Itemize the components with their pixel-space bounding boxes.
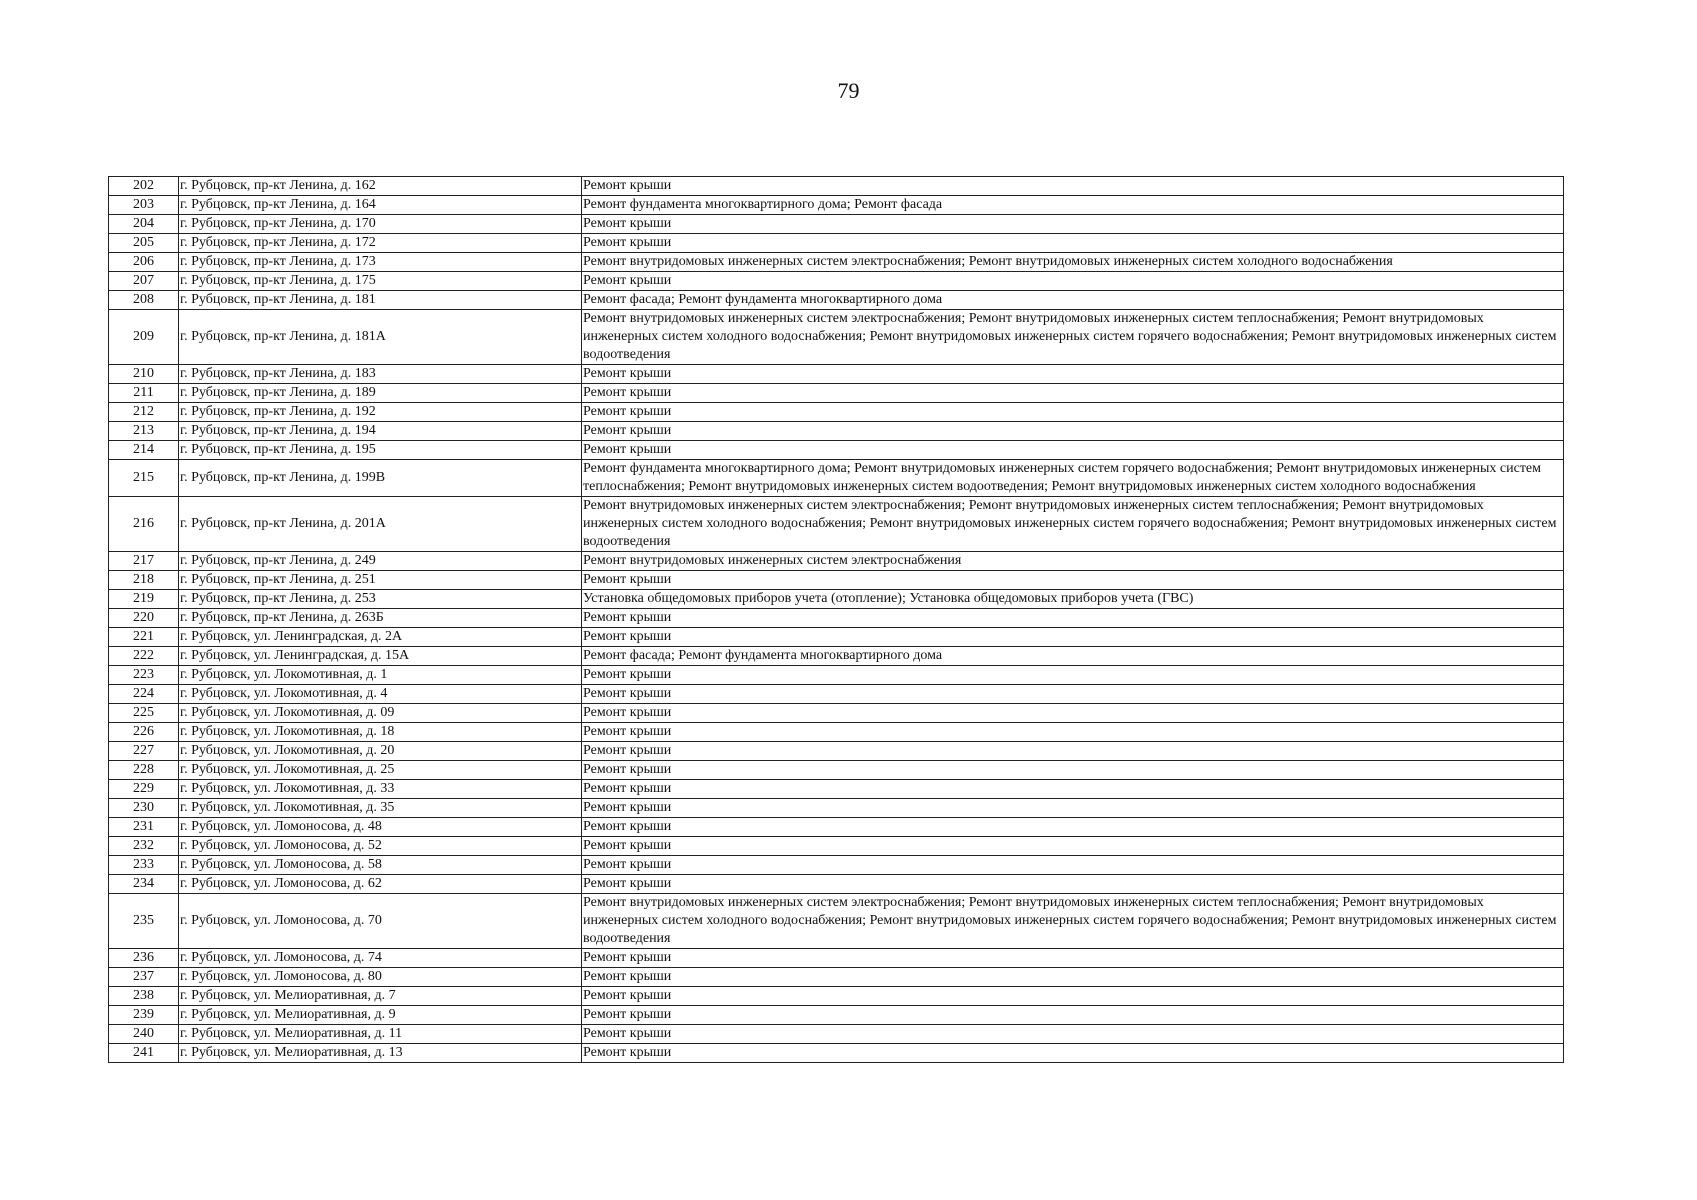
table-row <box>109 685 1564 704</box>
row-address: г. Рубцовск, ул. Ломоносова, д. 58 <box>179 856 582 875</box>
table-row <box>109 818 1564 837</box>
table-row <box>109 590 1564 609</box>
page-number: 79 <box>837 78 860 103</box>
row-work: Ремонт крыши <box>582 666 1564 685</box>
row-address: г. Рубцовск, пр-кт Ленина, д. 199В <box>179 460 582 497</box>
row-work: Ремонт фундамента многоквартирного дома; Ремонт фасада <box>582 196 1564 215</box>
row-number: 219 <box>109 590 179 609</box>
row-work: Ремонт фасада; Ремонт фундамента многоквартирного дома <box>582 291 1564 310</box>
row-work: Ремонт крыши <box>582 1006 1564 1025</box>
row-work: Ремонт крыши <box>582 441 1564 460</box>
row-address: г. Рубцовск, пр-кт Ленина, д. 173 <box>179 253 582 272</box>
row-number: 241 <box>109 1044 179 1063</box>
row-work: Ремонт крыши <box>582 422 1564 441</box>
row-number: 215 <box>109 460 179 497</box>
row-address: г. Рубцовск, пр-кт Ленина, д. 195 <box>179 441 582 460</box>
row-work: Ремонт крыши <box>582 723 1564 742</box>
row-work: Ремонт крыши <box>582 384 1564 403</box>
row-address: г. Рубцовск, пр-кт Ленина, д. 181А <box>179 310 582 365</box>
row-number: 221 <box>109 628 179 647</box>
row-number: 239 <box>109 1006 179 1025</box>
row-number: 206 <box>109 253 179 272</box>
table-row <box>109 384 1564 403</box>
row-address: г. Рубцовск, пр-кт Ленина, д. 192 <box>179 403 582 422</box>
row-work: Ремонт крыши <box>582 571 1564 590</box>
row-number: 217 <box>109 552 179 571</box>
row-work: Ремонт крыши <box>582 949 1564 968</box>
row-work: Ремонт крыши <box>582 609 1564 628</box>
row-work: Ремонт крыши <box>582 742 1564 761</box>
row-number: 224 <box>109 685 179 704</box>
table-row <box>109 949 1564 968</box>
table-row <box>109 894 1564 949</box>
row-address: г. Рубцовск, ул. Мелиоративная, д. 9 <box>179 1006 582 1025</box>
row-number: 218 <box>109 571 179 590</box>
row-number: 223 <box>109 666 179 685</box>
row-number: 205 <box>109 234 179 253</box>
row-number: 203 <box>109 196 179 215</box>
row-work: Ремонт крыши <box>582 837 1564 856</box>
row-address: г. Рубцовск, пр-кт Ленина, д. 253 <box>179 590 582 609</box>
table-row <box>109 403 1564 422</box>
row-work: Ремонт внутридомовых инженерных систем электроснабжения <box>582 552 1564 571</box>
row-address: г. Рубцовск, пр-кт Ленина, д. 175 <box>179 272 582 291</box>
row-number: 240 <box>109 1025 179 1044</box>
row-number: 233 <box>109 856 179 875</box>
row-work: Ремонт фасада; Ремонт фундамента многоквартирного дома <box>582 647 1564 666</box>
table-row <box>109 628 1564 647</box>
table-row <box>109 837 1564 856</box>
table-row <box>109 253 1564 272</box>
table-row <box>109 799 1564 818</box>
table-row <box>109 177 1564 196</box>
row-number: 226 <box>109 723 179 742</box>
row-number: 220 <box>109 609 179 628</box>
row-work: Ремонт внутридомовых инженерных систем электроснабжения; Ремонт внутридомовых инженерных систем холодного водоснабжения <box>582 253 1564 272</box>
table-row <box>109 234 1564 253</box>
row-number: 202 <box>109 177 179 196</box>
row-address: г. Рубцовск, пр-кт Ленина, д. 170 <box>179 215 582 234</box>
row-address: г. Рубцовск, ул. Локомотивная, д. 35 <box>179 799 582 818</box>
row-number: 234 <box>109 875 179 894</box>
row-work: Ремонт внутридомовых инженерных систем электроснабжения; Ремонт внутридомовых инженерных систем теплоснабжения; Ремонт внутридомовых инженерных систем холодного водоснабжения; Ремонт внутридомовых инженерных систем горячего водоснабжения; Ремонт внутридомовых инженерных систем водоотведения <box>582 310 1564 365</box>
row-number: 214 <box>109 441 179 460</box>
row-address: г. Рубцовск, ул. Ленинградская, д. 2А <box>179 628 582 647</box>
table-row <box>109 291 1564 310</box>
row-number: 225 <box>109 704 179 723</box>
table-row <box>109 196 1564 215</box>
row-address: г. Рубцовск, ул. Мелиоративная, д. 13 <box>179 1044 582 1063</box>
row-address: г. Рубцовск, ул. Ломоносова, д. 80 <box>179 968 582 987</box>
table-row <box>109 968 1564 987</box>
row-address: г. Рубцовск, пр-кт Ленина, д. 251 <box>179 571 582 590</box>
row-number: 231 <box>109 818 179 837</box>
row-address: г. Рубцовск, ул. Локомотивная, д. 4 <box>179 685 582 704</box>
table-row <box>109 1025 1564 1044</box>
row-work: Ремонт крыши <box>582 628 1564 647</box>
table-row <box>109 742 1564 761</box>
row-address: г. Рубцовск, ул. Ломоносова, д. 48 <box>179 818 582 837</box>
row-work: Ремонт крыши <box>582 365 1564 384</box>
row-address: г. Рубцовск, ул. Ломоносова, д. 74 <box>179 949 582 968</box>
table-row <box>109 310 1564 365</box>
table-row <box>109 875 1564 894</box>
row-work: Ремонт крыши <box>582 856 1564 875</box>
row-number: 222 <box>109 647 179 666</box>
row-number: 228 <box>109 761 179 780</box>
row-work: Ремонт фундамента многоквартирного дома; Ремонт внутридомовых инженерных систем горячего водоснабжения; Ремонт внутридомовых инженерных систем теплоснабжения; Ремонт внутридомовых инженерных систем водоотведения; Ремонт внутридомовых инженерных систем холодного водоснабжения <box>582 460 1564 497</box>
table-row <box>109 666 1564 685</box>
repair-registry-table <box>108 176 1564 1063</box>
row-address: г. Рубцовск, ул. Ломоносова, д. 52 <box>179 837 582 856</box>
table-row <box>109 761 1564 780</box>
row-work: Ремонт крыши <box>582 177 1564 196</box>
row-address: г. Рубцовск, пр-кт Ленина, д. 189 <box>179 384 582 403</box>
row-number: 235 <box>109 894 179 949</box>
row-number: 227 <box>109 742 179 761</box>
row-work: Установка общедомовых приборов учета (отопление); Установка общедомовых приборов учета (ГВС) <box>582 590 1564 609</box>
table-row <box>109 552 1564 571</box>
table-row <box>109 272 1564 291</box>
row-address: г. Рубцовск, пр-кт Ленина, д. 162 <box>179 177 582 196</box>
table-row <box>109 422 1564 441</box>
row-work: Ремонт крыши <box>582 272 1564 291</box>
row-work: Ремонт крыши <box>582 875 1564 894</box>
table-row <box>109 780 1564 799</box>
table-row <box>109 571 1564 590</box>
row-address: г. Рубцовск, пр-кт Ленина, д. 194 <box>179 422 582 441</box>
row-number: 208 <box>109 291 179 310</box>
row-number: 237 <box>109 968 179 987</box>
row-address: г. Рубцовск, пр-кт Ленина, д. 164 <box>179 196 582 215</box>
row-address: г. Рубцовск, пр-кт Ленина, д. 201А <box>179 497 582 552</box>
row-address: г. Рубцовск, ул. Мелиоративная, д. 7 <box>179 987 582 1006</box>
row-address: г. Рубцовск, ул. Мелиоративная, д. 11 <box>179 1025 582 1044</box>
row-number: 216 <box>109 497 179 552</box>
row-address: г. Рубцовск, ул. Локомотивная, д. 09 <box>179 704 582 723</box>
row-address: г. Рубцовск, ул. Локомотивная, д. 25 <box>179 761 582 780</box>
row-address: г. Рубцовск, пр-кт Ленина, д. 249 <box>179 552 582 571</box>
table-row <box>109 365 1564 384</box>
table-row <box>109 609 1564 628</box>
row-number: 212 <box>109 403 179 422</box>
row-work: Ремонт крыши <box>582 1044 1564 1063</box>
table-row <box>109 460 1564 497</box>
row-address: г. Рубцовск, ул. Локомотивная, д. 33 <box>179 780 582 799</box>
row-address: г. Рубцовск, ул. Ломоносова, д. 62 <box>179 875 582 894</box>
registry-body <box>109 177 1564 1063</box>
row-number: 210 <box>109 365 179 384</box>
row-number: 238 <box>109 987 179 1006</box>
row-number: 230 <box>109 799 179 818</box>
row-number: 236 <box>109 949 179 968</box>
table-row <box>109 647 1564 666</box>
table-row <box>109 497 1564 552</box>
row-work: Ремонт крыши <box>582 403 1564 422</box>
row-address: г. Рубцовск, ул. Локомотивная, д. 18 <box>179 723 582 742</box>
table-row <box>109 1006 1564 1025</box>
table-row <box>109 1044 1564 1063</box>
table-row <box>109 215 1564 234</box>
row-address: г. Рубцовск, пр-кт Ленина, д. 263Б <box>179 609 582 628</box>
row-number: 213 <box>109 422 179 441</box>
row-address: г. Рубцовск, пр-кт Ленина, д. 181 <box>179 291 582 310</box>
row-address: г. Рубцовск, пр-кт Ленина, д. 172 <box>179 234 582 253</box>
row-work: Ремонт крыши <box>582 968 1564 987</box>
row-address: г. Рубцовск, ул. Локомотивная, д. 20 <box>179 742 582 761</box>
row-work: Ремонт крыши <box>582 799 1564 818</box>
row-number: 209 <box>109 310 179 365</box>
row-work: Ремонт крыши <box>582 987 1564 1006</box>
row-number: 204 <box>109 215 179 234</box>
row-number: 232 <box>109 837 179 856</box>
row-address: г. Рубцовск, пр-кт Ленина, д. 183 <box>179 365 582 384</box>
table-row <box>109 987 1564 1006</box>
row-work: Ремонт крыши <box>582 761 1564 780</box>
row-address: г. Рубцовск, ул. Локомотивная, д. 1 <box>179 666 582 685</box>
row-work: Ремонт крыши <box>582 1025 1564 1044</box>
row-number: 207 <box>109 272 179 291</box>
table-row <box>109 441 1564 460</box>
row-work: Ремонт внутридомовых инженерных систем электроснабжения; Ремонт внутридомовых инженерных систем теплоснабжения; Ремонт внутридомовых инженерных систем холодного водоснабжения; Ремонт внутридомовых инженерных систем горячего водоснабжения; Ремонт внутридомовых инженерных систем водоотведения <box>582 894 1564 949</box>
row-work: Ремонт крыши <box>582 780 1564 799</box>
row-work: Ремонт крыши <box>582 685 1564 704</box>
table-row <box>109 723 1564 742</box>
row-work: Ремонт крыши <box>582 818 1564 837</box>
row-address: г. Рубцовск, ул. Ленинградская, д. 15А <box>179 647 582 666</box>
row-work: Ремонт крыши <box>582 704 1564 723</box>
row-address: г. Рубцовск, ул. Ломоносова, д. 70 <box>179 894 582 949</box>
row-number: 211 <box>109 384 179 403</box>
table-row <box>109 856 1564 875</box>
row-work: Ремонт внутридомовых инженерных систем электроснабжения; Ремонт внутридомовых инженерных систем теплоснабжения; Ремонт внутридомовых инженерных систем холодного водоснабжения; Ремонт внутридомовых инженерных систем горячего водоснабжения; Ремонт внутридомовых инженерных систем водоотведения <box>582 497 1564 552</box>
table-row <box>109 704 1564 723</box>
row-number: 229 <box>109 780 179 799</box>
row-work: Ремонт крыши <box>582 215 1564 234</box>
row-work: Ремонт крыши <box>582 234 1564 253</box>
